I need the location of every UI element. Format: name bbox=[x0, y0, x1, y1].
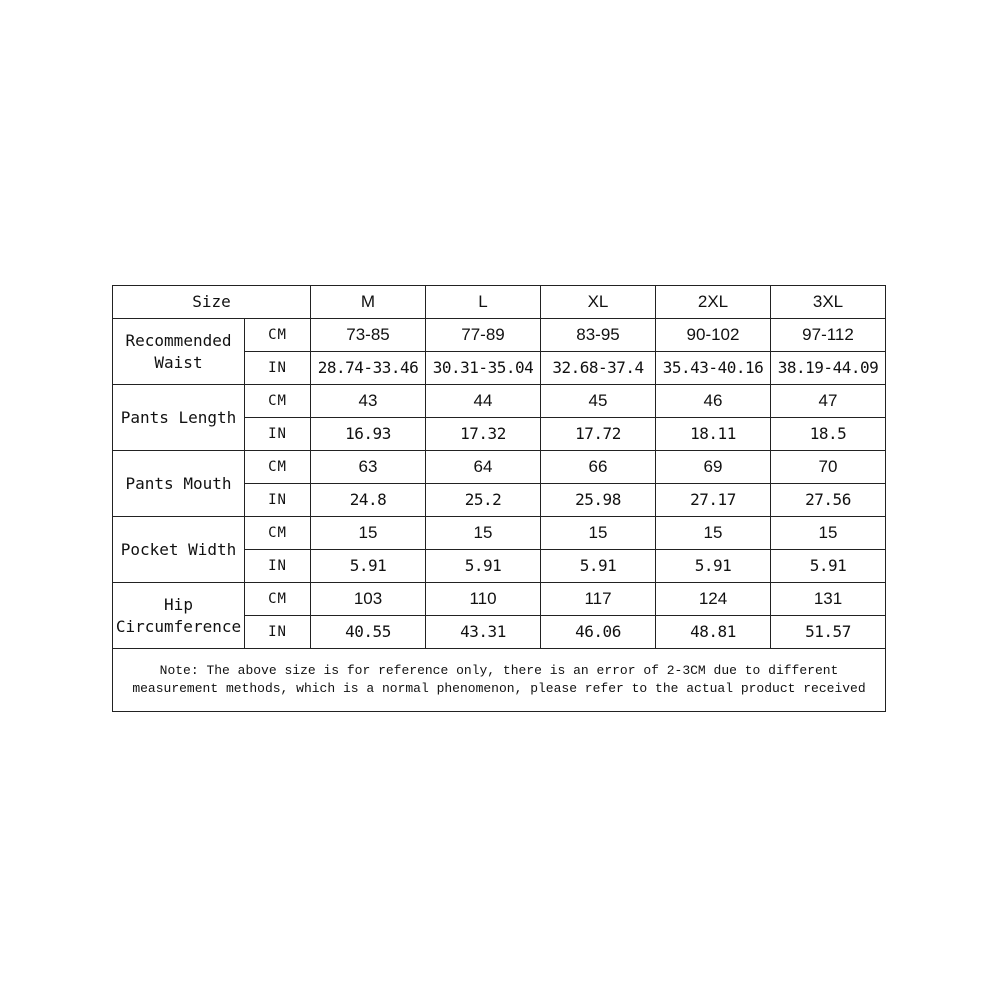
table-cell: 110 bbox=[426, 583, 541, 616]
table-cell: 30.31-35.04 bbox=[426, 352, 541, 385]
table-cell: 5.91 bbox=[771, 550, 886, 583]
size-header-row bbox=[113, 286, 886, 319]
table-cell: 17.32 bbox=[426, 418, 541, 451]
table-cell: 44 bbox=[426, 385, 541, 418]
table-cell: 5.91 bbox=[656, 550, 771, 583]
unit-in: IN bbox=[245, 352, 311, 385]
table-cell: 15 bbox=[311, 517, 426, 550]
unit-in: IN bbox=[245, 484, 311, 517]
row-label-pocket-width: Pocket Width bbox=[113, 517, 245, 583]
note-row bbox=[113, 649, 886, 712]
table-cell: 43 bbox=[311, 385, 426, 418]
table-cell: 15 bbox=[656, 517, 771, 550]
table-cell: 28.74-33.46 bbox=[311, 352, 426, 385]
table-cell: 131 bbox=[771, 583, 886, 616]
table-cell: 16.93 bbox=[311, 418, 426, 451]
table-cell: 43.31 bbox=[426, 616, 541, 649]
table-cell: 51.57 bbox=[771, 616, 886, 649]
table-cell: 35.43-40.16 bbox=[656, 352, 771, 385]
unit-in: IN bbox=[245, 550, 311, 583]
table-cell: 5.91 bbox=[541, 550, 656, 583]
table-cell: 77-89 bbox=[426, 319, 541, 352]
row-label-pants-length: Pants Length bbox=[113, 385, 245, 451]
unit-in: IN bbox=[245, 418, 311, 451]
table-cell: 15 bbox=[426, 517, 541, 550]
table-cell: 124 bbox=[656, 583, 771, 616]
table-cell: 69 bbox=[656, 451, 771, 484]
unit-in: IN bbox=[245, 616, 311, 649]
size-header-label: Size bbox=[113, 286, 311, 319]
table-cell: 73-85 bbox=[311, 319, 426, 352]
table-cell: 103 bbox=[311, 583, 426, 616]
table-cell: 18.11 bbox=[656, 418, 771, 451]
table-cell: 25.98 bbox=[541, 484, 656, 517]
table-cell: 48.81 bbox=[656, 616, 771, 649]
table-cell: 46.06 bbox=[541, 616, 656, 649]
table-cell: 15 bbox=[771, 517, 886, 550]
table-cell: 18.5 bbox=[771, 418, 886, 451]
size-chart-table bbox=[112, 285, 886, 712]
table-cell: 70 bbox=[771, 451, 886, 484]
size-header-3xl: 3XL bbox=[771, 286, 886, 319]
size-header-xl: XL bbox=[541, 286, 656, 319]
unit-cm: CM bbox=[245, 385, 311, 418]
table-row bbox=[113, 517, 886, 550]
size-header-l: L bbox=[426, 286, 541, 319]
table-cell: 90-102 bbox=[656, 319, 771, 352]
table-cell: 24.8 bbox=[311, 484, 426, 517]
table-cell: 27.17 bbox=[656, 484, 771, 517]
table-cell: 117 bbox=[541, 583, 656, 616]
unit-cm: CM bbox=[245, 517, 311, 550]
unit-cm: CM bbox=[245, 451, 311, 484]
table-cell: 45 bbox=[541, 385, 656, 418]
table-cell: 38.19-44.09 bbox=[771, 352, 886, 385]
table-cell: 5.91 bbox=[311, 550, 426, 583]
table-cell: 66 bbox=[541, 451, 656, 484]
row-label-hip-circumference: Hip Circumference bbox=[113, 583, 245, 649]
table-cell: 27.56 bbox=[771, 484, 886, 517]
table-cell: 40.55 bbox=[311, 616, 426, 649]
table-cell: 5.91 bbox=[426, 550, 541, 583]
table-cell: 63 bbox=[311, 451, 426, 484]
table-cell: 32.68-37.4 bbox=[541, 352, 656, 385]
table-row bbox=[113, 451, 886, 484]
row-label-recommended-waist: Recommended Waist bbox=[113, 319, 245, 385]
unit-cm: CM bbox=[245, 583, 311, 616]
row-label-pants-mouth: Pants Mouth bbox=[113, 451, 245, 517]
size-note: Note: The above size is for reference only, there is an error of 2-3CM due to different measurement methods, which is a normal phenomenon, please refer to the actual product received bbox=[113, 649, 886, 712]
table-cell: 15 bbox=[541, 517, 656, 550]
table-cell: 97-112 bbox=[771, 319, 886, 352]
table-cell: 25.2 bbox=[426, 484, 541, 517]
unit-cm: CM bbox=[245, 319, 311, 352]
table-cell: 64 bbox=[426, 451, 541, 484]
table-row bbox=[113, 385, 886, 418]
table-cell: 17.72 bbox=[541, 418, 656, 451]
table-row bbox=[113, 319, 886, 352]
size-header-m: M bbox=[311, 286, 426, 319]
table-cell: 47 bbox=[771, 385, 886, 418]
table-row bbox=[113, 583, 886, 616]
table-cell: 83-95 bbox=[541, 319, 656, 352]
table-cell: 46 bbox=[656, 385, 771, 418]
size-header-2xl: 2XL bbox=[656, 286, 771, 319]
